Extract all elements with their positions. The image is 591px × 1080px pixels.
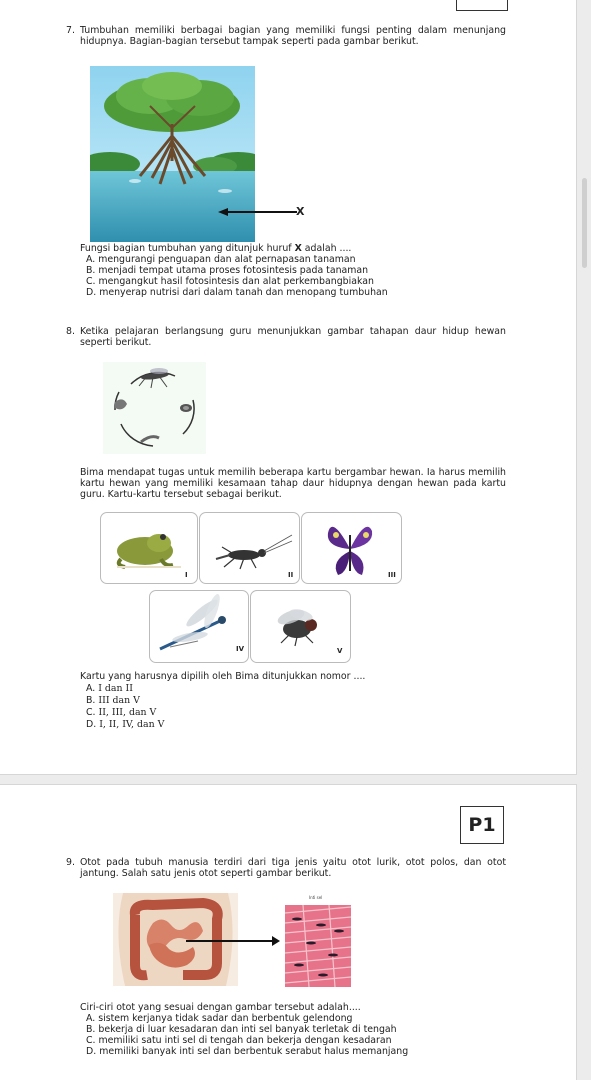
option-b[interactable] xyxy=(86,695,140,706)
card-label: III xyxy=(388,571,396,579)
option-text: I dan II xyxy=(98,683,133,694)
option-letter: D. xyxy=(86,719,97,730)
pointer-arrowhead xyxy=(272,936,280,946)
question-9-prompt: Ciri-ciri otot yang sesuai dengan gambar tersebut adalah.... xyxy=(80,1002,361,1013)
option-b[interactable] xyxy=(86,1024,397,1035)
prompt-before: Fungsi bagian tumbuhan yang ditunjuk huruf xyxy=(80,243,295,254)
question-8 xyxy=(66,326,506,348)
option-text: memiliki satu inti sel di tengah dan bekerja dengan kesadaran xyxy=(98,1035,392,1046)
option-d[interactable] xyxy=(86,719,164,730)
option-text: menyerap nutrisi dari dalam tanah dan menopang tumbuhan xyxy=(99,287,388,298)
question-text: Otot pada tubuh manusia terdiri dari tiga jenis yaitu otot lurik, otot polos, dan otot jantung. Salah satu jenis otot seperti gambar berikut. xyxy=(80,857,506,879)
option-text: I, II, IV, dan V xyxy=(99,719,165,730)
cricket-icon xyxy=(200,513,299,583)
mosquito-lifecycle-image xyxy=(103,362,206,454)
question-9 xyxy=(66,857,506,879)
butterfly-icon xyxy=(302,513,401,583)
card-label: IV xyxy=(236,645,245,653)
option-letter: C. xyxy=(86,707,96,718)
option-letter: C. xyxy=(86,1035,96,1046)
option-d[interactable] xyxy=(86,1046,408,1057)
option-letter: D. xyxy=(86,287,97,298)
option-letter: D. xyxy=(86,1046,97,1057)
animal-card-iii[interactable] xyxy=(301,512,402,584)
frog-icon xyxy=(101,513,197,583)
option-letter: A. xyxy=(86,1013,96,1024)
question-7 xyxy=(66,25,506,47)
animal-card-i[interactable] xyxy=(100,512,198,584)
option-c[interactable] xyxy=(86,1035,392,1046)
question-number: 8. xyxy=(66,326,75,337)
option-c[interactable] xyxy=(86,276,374,287)
option-text: III dan V xyxy=(98,695,140,706)
option-letter: C. xyxy=(86,276,96,287)
option-text: menjadi tempat utama proses fotosintesis pada tanaman xyxy=(98,265,369,276)
animal-card-ii[interactable] xyxy=(199,512,300,584)
option-a[interactable] xyxy=(86,254,356,265)
fly-icon xyxy=(251,591,350,662)
mangrove-image xyxy=(90,66,255,242)
option-text: II, III, dan V xyxy=(98,707,157,718)
muscle-caption: Inti sel xyxy=(309,895,323,900)
pointer-line xyxy=(186,940,278,942)
option-letter: B. xyxy=(86,1024,96,1035)
animal-card-iv[interactable] xyxy=(149,590,249,663)
option-letter: B. xyxy=(86,265,96,276)
question-text: Ketika pelajaran berlangsung guru menunjukkan gambar tahapan daur hidup hewan seperti berikut. xyxy=(80,326,506,348)
card-label: V xyxy=(337,647,343,655)
page-badge: P1 xyxy=(460,806,504,844)
egg-raft-icon xyxy=(180,404,192,412)
question-7-prompt xyxy=(80,243,480,254)
option-letter: B. xyxy=(86,695,96,706)
pointer-line xyxy=(255,211,297,213)
option-text: bekerja di luar kesadaran dan inti sel banyak terletak di tengah xyxy=(98,1024,397,1035)
prompt-letter: X xyxy=(294,243,302,254)
question-number: 9. xyxy=(66,857,75,868)
option-text: memiliki banyak inti sel dan berbentuk serabut halus memanjang xyxy=(99,1046,409,1057)
option-c[interactable] xyxy=(86,707,156,718)
prompt-after: adalah .... xyxy=(301,243,352,254)
card-label: I xyxy=(185,571,188,579)
scrollbar-thumb[interactable] xyxy=(582,178,587,268)
option-d[interactable] xyxy=(86,287,388,298)
option-b[interactable] xyxy=(86,265,368,276)
question-8-prompt: Kartu yang harusnya dipilih oleh Bima ditunjukkan nomor .... xyxy=(80,671,366,682)
option-letter: A. xyxy=(86,254,96,265)
x-label: X xyxy=(296,205,305,218)
option-letter: A. xyxy=(86,683,96,694)
question-number: 7. xyxy=(66,25,75,36)
question-text: Tumbuhan memiliki berbagai bagian yang memiliki fungsi penting dalam menunjang hidupnya. Bagian-bagian tersebut tampak seperti pada gambar berikut. xyxy=(80,25,506,47)
option-text: sistem kerjanya tidak sadar dan berbentuk gelendong xyxy=(98,1013,353,1024)
option-text: mengurangi penguapan dan alat pernapasan tanaman xyxy=(98,254,356,265)
dragonfly-icon xyxy=(150,591,248,662)
option-text: mengangkut hasil fotosintesis dan alat perkembangbiakan xyxy=(98,276,374,287)
card-label: II xyxy=(288,571,294,579)
option-a[interactable] xyxy=(86,683,133,694)
question-8-story: Bima mendapat tugas untuk memilih beberapa kartu bergambar hewan. Ia harus memilih kartu hewan yang memiliki kesamaan tahap daur hidupnya dengan hewan pada kartu guru. Kartu-kartu tersebut sebagai berikut. xyxy=(80,467,506,500)
animal-card-v[interactable] xyxy=(250,590,351,663)
page-code-box xyxy=(456,0,508,11)
muscle-cell-image xyxy=(285,895,351,987)
option-a[interactable] xyxy=(86,1013,352,1024)
